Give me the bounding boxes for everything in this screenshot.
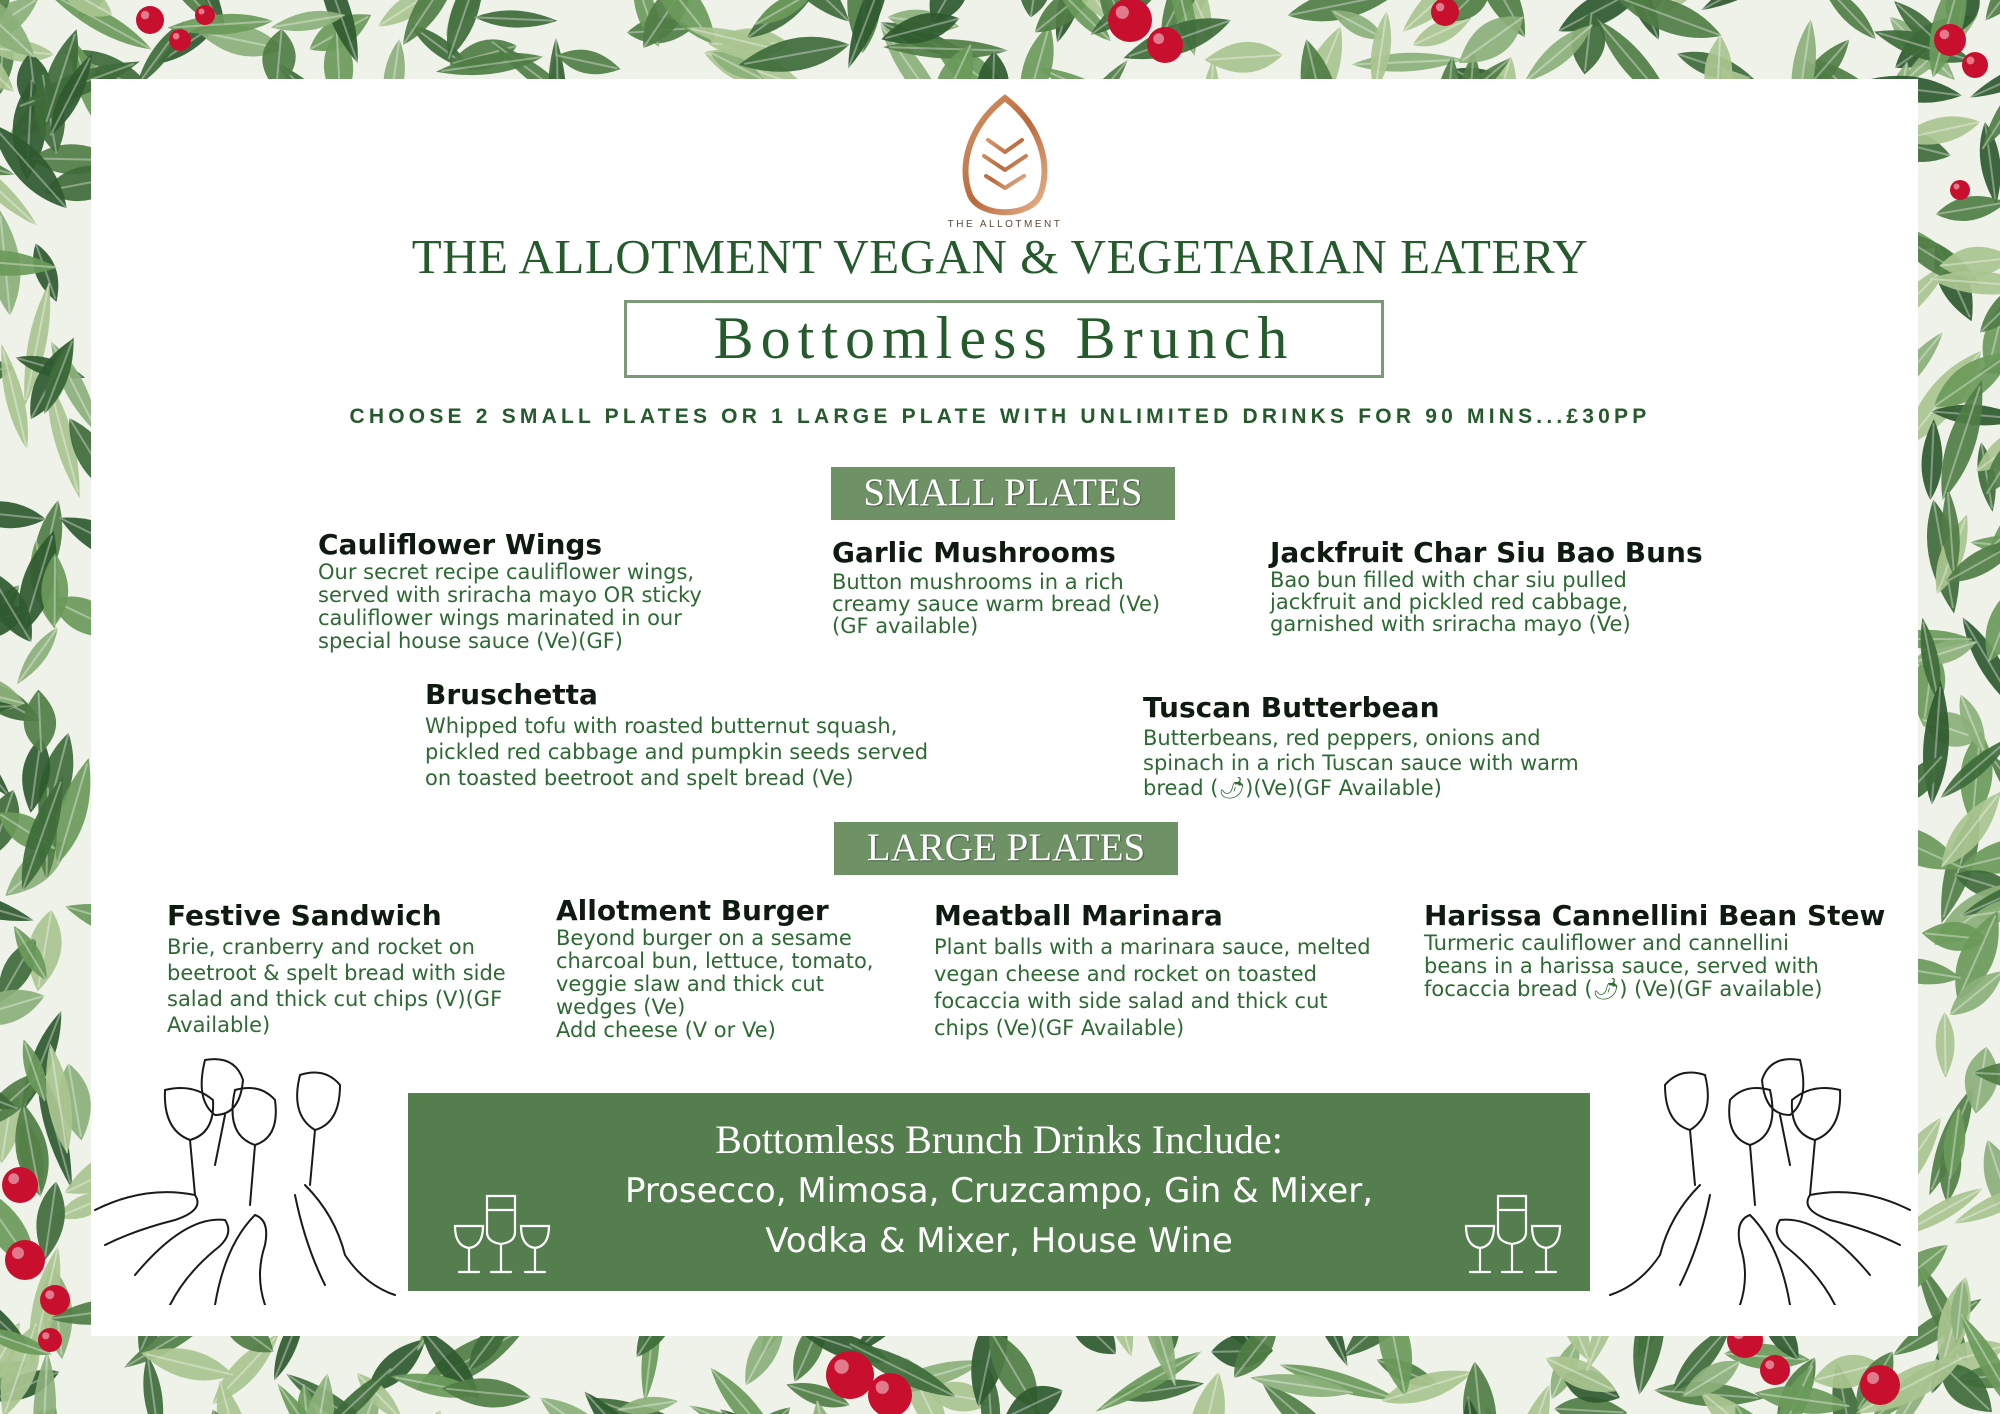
berry-highlight (8, 1173, 19, 1184)
berry-highlight (45, 1290, 54, 1299)
wine-glasses-icon (447, 1188, 557, 1278)
berry-icon (5, 1240, 45, 1280)
toasting-hands-icon (1600, 1045, 1930, 1305)
leaf-icon (1092, 1344, 1206, 1414)
page-subtitle: Bottomless Brunch (713, 305, 1295, 371)
leaf-icon (1697, 0, 1810, 19)
berry-highlight (834, 1359, 848, 1373)
item-name: Bruschetta (425, 678, 598, 711)
berry-highlight (173, 33, 180, 40)
berry-highlight (1436, 3, 1444, 11)
berry-icon (195, 5, 215, 25)
berry-icon (136, 6, 164, 34)
drinks-list: Prosecco, Mimosa, Cruzcampo, Gin & Mixer, Vodka & Mixer, House Wine (624, 1171, 1374, 1261)
small-plate-item (1270, 537, 1703, 635)
item-name: Garlic Mushrooms (832, 536, 1116, 569)
leaf-logo-icon (940, 90, 1070, 240)
item-name: Cauliflower Wings (318, 528, 603, 561)
leaf-icon (1935, 1012, 1955, 1078)
large-plate-item (934, 900, 1371, 1042)
berry-highlight (876, 1381, 889, 1394)
toasting-hands-icon (75, 1045, 405, 1305)
berry-icon (1860, 1365, 1900, 1405)
leaf-icon (22, 689, 57, 753)
large-plate-item (167, 900, 506, 1038)
leaf-icon (555, 44, 623, 80)
item-description: Butterbeans, red peppers, onions and spinach in a rich Tuscan sauce with warm bread (🌶)(Ve)(GF Available) (1143, 726, 1579, 800)
berry-icon (1760, 1355, 1790, 1385)
berry-highlight (12, 1247, 24, 1259)
item-description: Our secret recipe cauliflower wings, served with sriracha mayo OR sticky cauliflower wings marinated in our special house sauce (Ve)(GF) (318, 560, 702, 653)
berry-highlight (1967, 57, 1975, 65)
leaf-icon (1814, 0, 1883, 46)
berry-icon (169, 29, 191, 51)
drinks-title: Bottomless Brunch Drinks Include: (715, 1117, 1283, 1162)
berry-icon (2, 1167, 38, 1203)
berry-highlight (42, 1332, 49, 1339)
berry-highlight (1153, 33, 1164, 44)
berry-icon (1962, 52, 1988, 78)
item-name: Jackfruit Char Siu Bao Buns (1270, 536, 1703, 569)
large-plate-item (1424, 900, 1885, 1001)
berry-highlight (1765, 1360, 1774, 1369)
small-plates-label: SMALL PLATES (831, 467, 1175, 520)
item-name: Harissa Cannellini Bean Stew (1424, 899, 1886, 932)
leaf-icon (474, 9, 557, 30)
item-description: Brie, cranberry and rocket on beetroot & spelt bread with side salad and thick cut chips (V)(GF Available) (167, 935, 506, 1037)
item-description: Button mushrooms in a rich creamy sauce warm bread (Ve) (GF available) (832, 570, 1161, 638)
small-plate-item (425, 679, 928, 791)
small-plate-item (318, 529, 702, 653)
berry-highlight (1116, 6, 1129, 19)
berry-icon (1950, 180, 1970, 200)
small-plate-item (1143, 692, 1579, 801)
item-description: Bao bun filled with char siu pulled jackfruit and pickled red cabbage, garnished with sriracha mayo (Ve) (1270, 568, 1631, 636)
leaf-icon (1458, 1360, 1501, 1414)
small-plate-item (832, 537, 1160, 637)
item-description: Whipped tofu with roasted butternut squash, pickled red cabbage and pumpkin seeds served on toasted beetroot and spelt bread (Ve) (425, 714, 929, 790)
wine-glasses-icon (1458, 1188, 1568, 1278)
berry-highlight (141, 11, 149, 19)
item-description: Plant balls with a marinara sauce, melted vegan cheese and rocket on toasted focaccia with side salad and thick cut chips (Ve)(GF Available) (934, 935, 1371, 1040)
berry-icon (1934, 24, 1966, 56)
item-description: Turmeric cauliflower and cannellini beans in a harissa sauce, served with focaccia bread (🌶) (Ve)(GF available) (1424, 931, 1823, 1001)
berry-icon (826, 1351, 874, 1399)
berry-icon (1108, 0, 1152, 42)
berry-highlight (1940, 30, 1950, 40)
berry-highlight (199, 9, 205, 15)
berry-highlight (1954, 184, 1960, 190)
berry-icon (1147, 27, 1183, 63)
item-description: Beyond burger on a sesame charcoal bun, lettuce, tomato, veggie slaw and thick cut wedges (Ve) Add cheese (V or Ve) (556, 926, 874, 1042)
offer-text: CHOOSE 2 SMALL PLATES OR 1 LARGE PLATE WITH UNLIMITED DRINKS FOR 90 MINS...£30PP (349, 405, 1651, 428)
large-plates-label: LARGE PLATES (834, 822, 1178, 875)
berry-highlight (1867, 1372, 1879, 1384)
berry-icon (40, 1285, 70, 1315)
item-name: Tuscan Butterbean (1143, 691, 1440, 724)
leaf-icon (0, 497, 47, 533)
item-name: Meatball Marinara (934, 899, 1223, 932)
berry-icon (38, 1328, 62, 1352)
page-title: THE ALLOTMENT VEGAN & VEGETARIAN EATERY (411, 229, 1589, 284)
item-name: Allotment Burger (556, 894, 829, 927)
logo-text: THE ALLOTMENT (947, 219, 1063, 230)
item-name: Festive Sandwich (167, 899, 442, 932)
large-plate-item (556, 895, 873, 1042)
